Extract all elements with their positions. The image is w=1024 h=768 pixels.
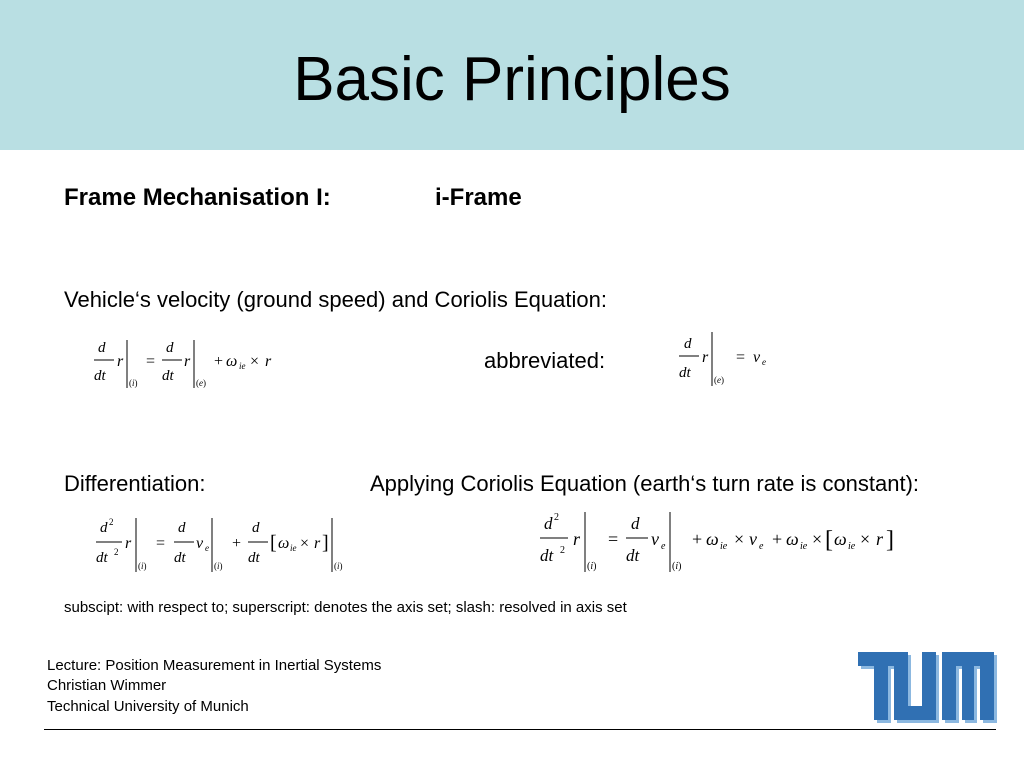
svg-text:d: d	[684, 336, 692, 352]
svg-text:(e): (e)	[714, 375, 724, 385]
coriolis-applied-equation	[536, 508, 906, 576]
svg-text:ie: ie	[800, 541, 808, 552]
slide-title: Basic Principles	[293, 45, 731, 114]
notation-note: subscipt: with respect to; superscript: denotes the axis set; slash: resolved in axis set	[64, 599, 627, 616]
svg-text:(i): (i)	[334, 561, 343, 571]
svg-text:]: ]	[322, 532, 329, 554]
svg-text:(e): (e)	[196, 378, 206, 388]
svg-text:r: r	[573, 529, 581, 549]
svg-text:ω: ω	[786, 529, 799, 549]
svg-text:dt: dt	[540, 546, 554, 565]
svg-text:+: +	[772, 529, 783, 549]
applying-text: Applying Coriolis Equation (earth‘s turn rate is constant):	[370, 471, 920, 496]
svg-text:d: d	[178, 520, 186, 536]
svg-text:ω: ω	[706, 529, 719, 549]
svg-text:e: e	[762, 357, 766, 367]
tum-logo-icon	[856, 650, 998, 726]
svg-text:d: d	[100, 520, 108, 536]
differentiation-label: Differentiation:	[64, 471, 206, 496]
svg-text:r: r	[314, 535, 321, 552]
svg-text:dt: dt	[626, 546, 640, 565]
svg-text:+: +	[232, 535, 242, 552]
svg-text:d: d	[98, 340, 106, 356]
svg-text:2: 2	[554, 512, 559, 523]
svg-text:e: e	[661, 541, 666, 552]
svg-text:v: v	[651, 529, 659, 549]
svg-text:ω: ω	[834, 529, 847, 549]
svg-text:v: v	[749, 529, 757, 549]
section-frame-label: i-Frame	[435, 184, 522, 211]
svg-text:(i): (i)	[138, 561, 147, 571]
svg-text:dt: dt	[174, 550, 186, 566]
footer-author: Christian Wimmer	[47, 677, 167, 694]
svg-text:[: [	[270, 532, 277, 554]
svg-text:dt: dt	[94, 368, 106, 384]
svg-text:×: ×	[300, 535, 310, 552]
footer-divider	[44, 729, 996, 730]
svg-text:d: d	[631, 514, 640, 533]
svg-text:ω: ω	[278, 535, 290, 552]
svg-text:(i): (i)	[587, 561, 597, 572]
svg-text:=: =	[156, 535, 166, 552]
svg-text:ie: ie	[720, 541, 728, 552]
svg-text:=: =	[608, 529, 619, 549]
svg-text:+: +	[692, 529, 703, 549]
svg-text:ie: ie	[290, 543, 297, 553]
svg-text:2: 2	[560, 545, 565, 556]
svg-text:]: ]	[886, 527, 894, 553]
svg-text:ie: ie	[848, 541, 856, 552]
svg-text:r: r	[702, 349, 709, 366]
svg-text:(i): (i)	[129, 378, 138, 388]
section-heading: Frame Mechanisation I:	[64, 184, 331, 211]
svg-text:ie: ie	[239, 361, 246, 371]
abbreviated-equation	[676, 330, 786, 388]
svg-text:d: d	[544, 514, 553, 533]
svg-text:r: r	[184, 353, 191, 370]
svg-text:×: ×	[734, 529, 745, 549]
coriolis-equation	[90, 336, 290, 394]
svg-text:r: r	[265, 353, 272, 370]
svg-text:dt: dt	[248, 550, 260, 566]
footer-lecture: Lecture: Position Measurement in Inertial Systems	[47, 657, 382, 674]
svg-text:e: e	[205, 543, 209, 553]
svg-text:=: =	[146, 353, 156, 370]
svg-text:+: +	[214, 353, 224, 370]
svg-text:v: v	[196, 535, 204, 552]
svg-text:dt: dt	[679, 365, 691, 381]
svg-text:[: [	[825, 527, 833, 553]
svg-text:2: 2	[114, 547, 119, 557]
svg-text:d: d	[252, 520, 260, 536]
svg-text:e: e	[759, 541, 764, 552]
svg-text:(i): (i)	[214, 561, 223, 571]
svg-text:r: r	[117, 353, 124, 370]
svg-text:×: ×	[812, 529, 823, 549]
svg-text:ω: ω	[226, 353, 238, 370]
svg-text:×: ×	[250, 353, 260, 370]
svg-text:v: v	[753, 349, 761, 366]
differentiation-equation	[92, 514, 352, 576]
svg-text:=: =	[736, 349, 746, 366]
svg-text:dt: dt	[162, 368, 174, 384]
svg-text:r: r	[876, 529, 884, 549]
velocity-text: Vehicle‘s velocity (ground speed) and Coriolis Equation:	[64, 287, 607, 312]
svg-text:(i): (i)	[672, 561, 682, 572]
svg-text:d: d	[166, 340, 174, 356]
svg-text:×: ×	[860, 529, 871, 549]
footer-university: Technical University of Munich	[47, 698, 249, 715]
svg-text:2: 2	[109, 517, 114, 527]
svg-text:dt: dt	[96, 550, 108, 566]
abbreviated-label: abbreviated:	[484, 348, 606, 373]
svg-text:r: r	[125, 535, 132, 552]
